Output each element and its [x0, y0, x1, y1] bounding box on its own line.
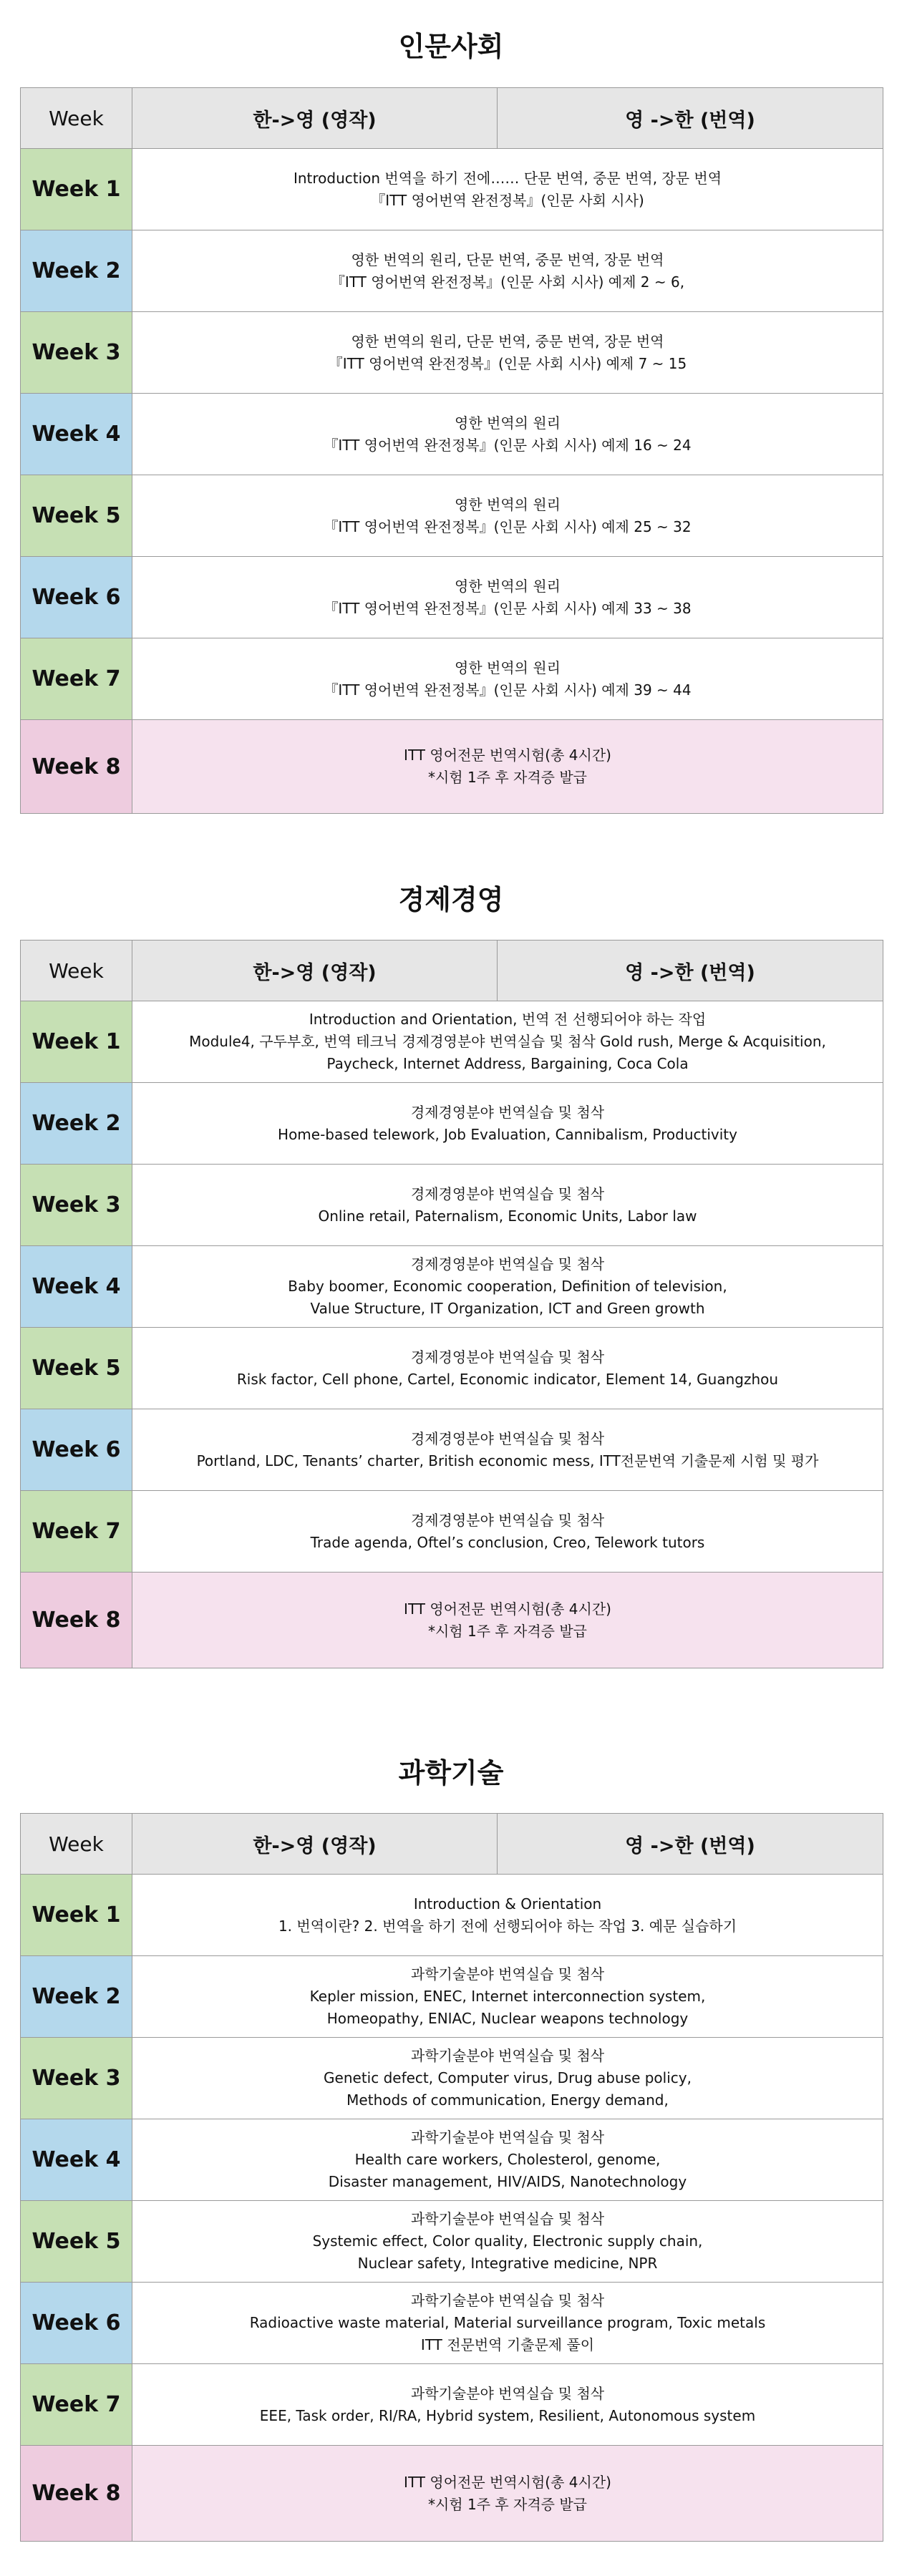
week-label: Week 7 — [21, 638, 132, 720]
table-row — [21, 2364, 883, 2446]
week-content — [132, 1083, 883, 1165]
content-line: Introduction and Orientation, 번역 전 선행되어야 하는 작업 — [309, 1011, 707, 1028]
content-line: 『ITT 영어번역 완전정복』(인문 사회 시사) 예제 39 ~ 44 — [324, 681, 692, 699]
content-line: Module4, 구두부호, 번역 테크닉 경제경영분야 번역실습 및 첨삭 Gold rush, Merge & Acquisition, — [189, 1033, 826, 1050]
table-row — [21, 312, 883, 394]
header-en-ko: 영 ->한 (번역) — [498, 941, 883, 1001]
week-label: Week 8 — [21, 1573, 132, 1668]
week-content — [132, 149, 883, 230]
content-line: 경제경영분야 번역실습 및 첨삭 — [410, 1103, 605, 1121]
section-title-economics: 경제경영 — [398, 884, 504, 915]
content-line: Trade agenda, Oftel’s conclusion, Creo, Telework tutors — [310, 1533, 705, 1551]
content-line: 『ITT 영어번역 완전정복』(인문 사회 시사) 예제 25 ~ 32 — [324, 517, 692, 535]
header-week: Week — [21, 941, 132, 1001]
schedule-table-humanities — [20, 87, 883, 814]
week-label: Week 1 — [21, 1001, 132, 1083]
week-label: Week 1 — [21, 1875, 132, 1956]
week-label: Week 6 — [21, 2283, 132, 2364]
content-line: Disaster management, HIV/AIDS, Nanotechnology — [328, 2173, 687, 2190]
content-line: *시험 1주 후 자격증 발급 — [427, 769, 588, 786]
content-line: Risk factor, Cell phone, Cartel, Economic indicator, Element 14, Guangzhou — [236, 1370, 779, 1388]
table-row — [21, 1409, 883, 1491]
header-ko-en: 한->영 (영작) — [132, 941, 498, 1001]
week-label: Week 6 — [21, 1409, 132, 1491]
content-line: Methods of communication, Energy demand, — [346, 2091, 669, 2109]
week-content — [132, 1491, 883, 1573]
week-label: Week 7 — [21, 2364, 132, 2446]
table-row — [21, 1165, 883, 1246]
week-label: Week 8 — [21, 720, 132, 814]
table-row — [21, 720, 883, 814]
table-row — [21, 230, 883, 312]
table-row — [21, 2446, 883, 2542]
content-line: Introduction 번역을 하기 전에…… 단문 번역, 중문 번역, 장문 번역 — [293, 169, 722, 187]
table-row — [21, 2201, 883, 2283]
week-content — [132, 312, 883, 394]
content-line: 영한 번역의 원리, 단문 번역, 중문 번역, 장문 번역 — [351, 251, 664, 268]
content-line: Online retail, Paternalism, Economic Units, Labor law — [318, 1207, 697, 1225]
content-line: Radioactive waste material, Material surveillance program, Toxic metals — [249, 2314, 766, 2331]
schedule-table-science — [20, 1813, 883, 2542]
week-label: Week 5 — [21, 1328, 132, 1409]
table-row — [21, 1001, 883, 1083]
week-label: Week 2 — [21, 1083, 132, 1165]
table-row — [21, 1573, 883, 1668]
week-content — [132, 720, 883, 814]
table-row — [21, 1875, 883, 1956]
week-label: Week 4 — [21, 394, 132, 475]
content-line: 과학기술분야 번역실습 및 첨삭 — [410, 2384, 605, 2402]
content-line: *시험 1주 후 자격증 발급 — [427, 1622, 588, 1640]
content-line: 경제경영분야 번역실습 및 첨삭 — [410, 1348, 605, 1366]
table-row — [21, 394, 883, 475]
week-content — [132, 1328, 883, 1409]
week-content — [132, 2283, 883, 2364]
table-row — [21, 1246, 883, 1328]
content-line: 『ITT 영어번역 완전정복』(인문 사회 시사) — [371, 191, 644, 209]
table-row — [21, 638, 883, 720]
header-ko-en: 한->영 (영작) — [132, 1814, 498, 1875]
week-label: Week 7 — [21, 1491, 132, 1573]
week-label: Week 8 — [21, 2446, 132, 2542]
section-title-science: 과학기술 — [398, 1757, 504, 1789]
week-content — [132, 2364, 883, 2446]
content-line: 과학기술분야 번역실습 및 첨삭 — [410, 2210, 605, 2227]
schedule-table-economics — [20, 940, 883, 1668]
table-row — [21, 1956, 883, 2038]
content-line: ITT 영어전문 번역시험(총 4시간) — [404, 1600, 611, 1618]
content-line: 영한 번역의 원리, 단문 번역, 중문 번역, 장문 번역 — [351, 332, 664, 350]
week-content — [132, 557, 883, 638]
header-ko-en: 한->영 (영작) — [132, 88, 498, 149]
week-label: Week 1 — [21, 149, 132, 230]
week-label: Week 3 — [21, 2038, 132, 2119]
week-label: Week 5 — [21, 475, 132, 557]
section-title-humanities: 인문사회 — [398, 31, 504, 62]
week-content — [132, 1956, 883, 2038]
week-content — [132, 1001, 883, 1083]
content-line: 경제경영분야 번역실습 및 첨삭 — [410, 1185, 605, 1202]
content-line: 『ITT 영어번역 완전정복』(인문 사회 시사) 예제 33 ~ 38 — [324, 599, 692, 617]
week-content — [132, 230, 883, 312]
week-content — [132, 1573, 883, 1668]
content-line: 영한 번역의 원리 — [455, 495, 561, 513]
content-line: Home-based telework, Job Evaluation, Cannibalism, Productivity — [278, 1125, 737, 1143]
table-row — [21, 1083, 883, 1165]
header-week: Week — [21, 1814, 132, 1875]
content-line: 『ITT 영어번역 완전정복』(인문 사회 시사) 예제 16 ~ 24 — [324, 436, 692, 454]
header-en-ko: 영 ->한 (번역) — [498, 1814, 883, 1875]
week-content — [132, 1409, 883, 1491]
content-line: Kepler mission, ENEC, Internet interconnection system, — [309, 1988, 706, 2005]
table-row — [21, 2119, 883, 2201]
week-content — [132, 2119, 883, 2201]
content-line: 과학기술분야 번역실습 및 첨삭 — [410, 2292, 605, 2309]
content-line: EEE, Task order, RI/RA, Hybrid system, Resilient, Autonomous system — [259, 2406, 756, 2424]
content-line: 경제경영분야 번역실습 및 첨삭 — [410, 1511, 605, 1529]
table-header-row — [21, 1814, 883, 1875]
table-row — [21, 1328, 883, 1409]
content-line: 과학기술분야 번역실습 및 첨삭 — [410, 2047, 605, 2064]
content-line: 『ITT 영어번역 완전정복』(인문 사회 시사) 예제 7 ~ 15 — [328, 354, 687, 372]
table-row — [21, 149, 883, 230]
week-content — [132, 1875, 883, 1956]
content-line: 영한 번역의 원리 — [455, 414, 561, 432]
table-header-row — [21, 941, 883, 1001]
week-label: Week 2 — [21, 1956, 132, 2038]
table-row — [21, 2038, 883, 2119]
week-content — [132, 2038, 883, 2119]
week-label: Week 3 — [21, 1165, 132, 1246]
week-content — [132, 1246, 883, 1328]
week-label: Week 4 — [21, 2119, 132, 2201]
week-content — [132, 1165, 883, 1246]
table-row — [21, 475, 883, 557]
content-line: ITT 영어전문 번역시험(총 4시간) — [404, 747, 611, 764]
content-line: Genetic defect, Computer virus, Drug abuse policy, — [324, 2069, 692, 2086]
week-content — [132, 2201, 883, 2283]
header-en-ko: 영 ->한 (번역) — [498, 88, 883, 149]
content-line: ITT 전문번역 기출문제 풀이 — [420, 2336, 595, 2353]
content-line: Introduction & Orientation — [413, 1895, 602, 1912]
header-week: Week — [21, 88, 132, 149]
content-line: 과학기술분야 번역실습 및 첨삭 — [410, 2129, 605, 2146]
content-line: Value Structure, IT Organization, ICT and Green growth — [310, 1300, 705, 1317]
content-line: *시험 1주 후 자격증 발급 — [427, 2495, 588, 2513]
week-content — [132, 475, 883, 557]
content-line: Homeopathy, ENIAC, Nuclear weapons technology — [326, 2010, 689, 2027]
content-line: Portland, LDC, Tenants’ charter, British economic mess, ITT전문번역 기출문제 시험 및 평가 — [196, 1452, 819, 1469]
content-line: 『ITT 영어번역 완전정복』(인문 사회 시사) 예제 2 ~ 6, — [330, 273, 685, 291]
content-line: 경제경영분야 번역실습 및 첨삭 — [410, 1429, 605, 1447]
week-label: Week 3 — [21, 312, 132, 394]
content-line: Health care workers, Cholesterol, genome, — [354, 2151, 661, 2168]
content-line: 1. 번역이란? 2. 번역을 하기 전에 선행되어야 하는 작업 3. 예문 실습하기 — [278, 1917, 737, 1935]
week-label: Week 2 — [21, 230, 132, 312]
content-line: Systemic effect, Color quality, Electronic supply chain, — [312, 2232, 703, 2250]
table-row — [21, 1491, 883, 1573]
week-label: Week 5 — [21, 2201, 132, 2283]
table-header-row — [21, 88, 883, 149]
content-line: 과학기술분야 번역실습 및 첨삭 — [410, 1965, 605, 1983]
content-line: ITT 영어전문 번역시험(총 4시간) — [404, 2473, 611, 2491]
week-label: Week 4 — [21, 1246, 132, 1328]
week-content — [132, 394, 883, 475]
table-row — [21, 557, 883, 638]
content-line: Nuclear safety, Integrative medicine, NPR — [357, 2255, 658, 2272]
week-content — [132, 638, 883, 720]
content-line: 경제경영분야 번역실습 및 첨삭 — [410, 1255, 605, 1273]
content-line: 영한 번역의 원리 — [455, 577, 561, 595]
content-line: 영한 번역의 원리 — [455, 658, 561, 676]
week-label: Week 6 — [21, 557, 132, 638]
week-content — [132, 2446, 883, 2542]
table-row — [21, 2283, 883, 2364]
content-line: Paycheck, Internet Address, Bargaining, Coca Cola — [326, 1055, 689, 1072]
content-line: Baby boomer, Economic cooperation, Definition of television, — [288, 1278, 727, 1295]
